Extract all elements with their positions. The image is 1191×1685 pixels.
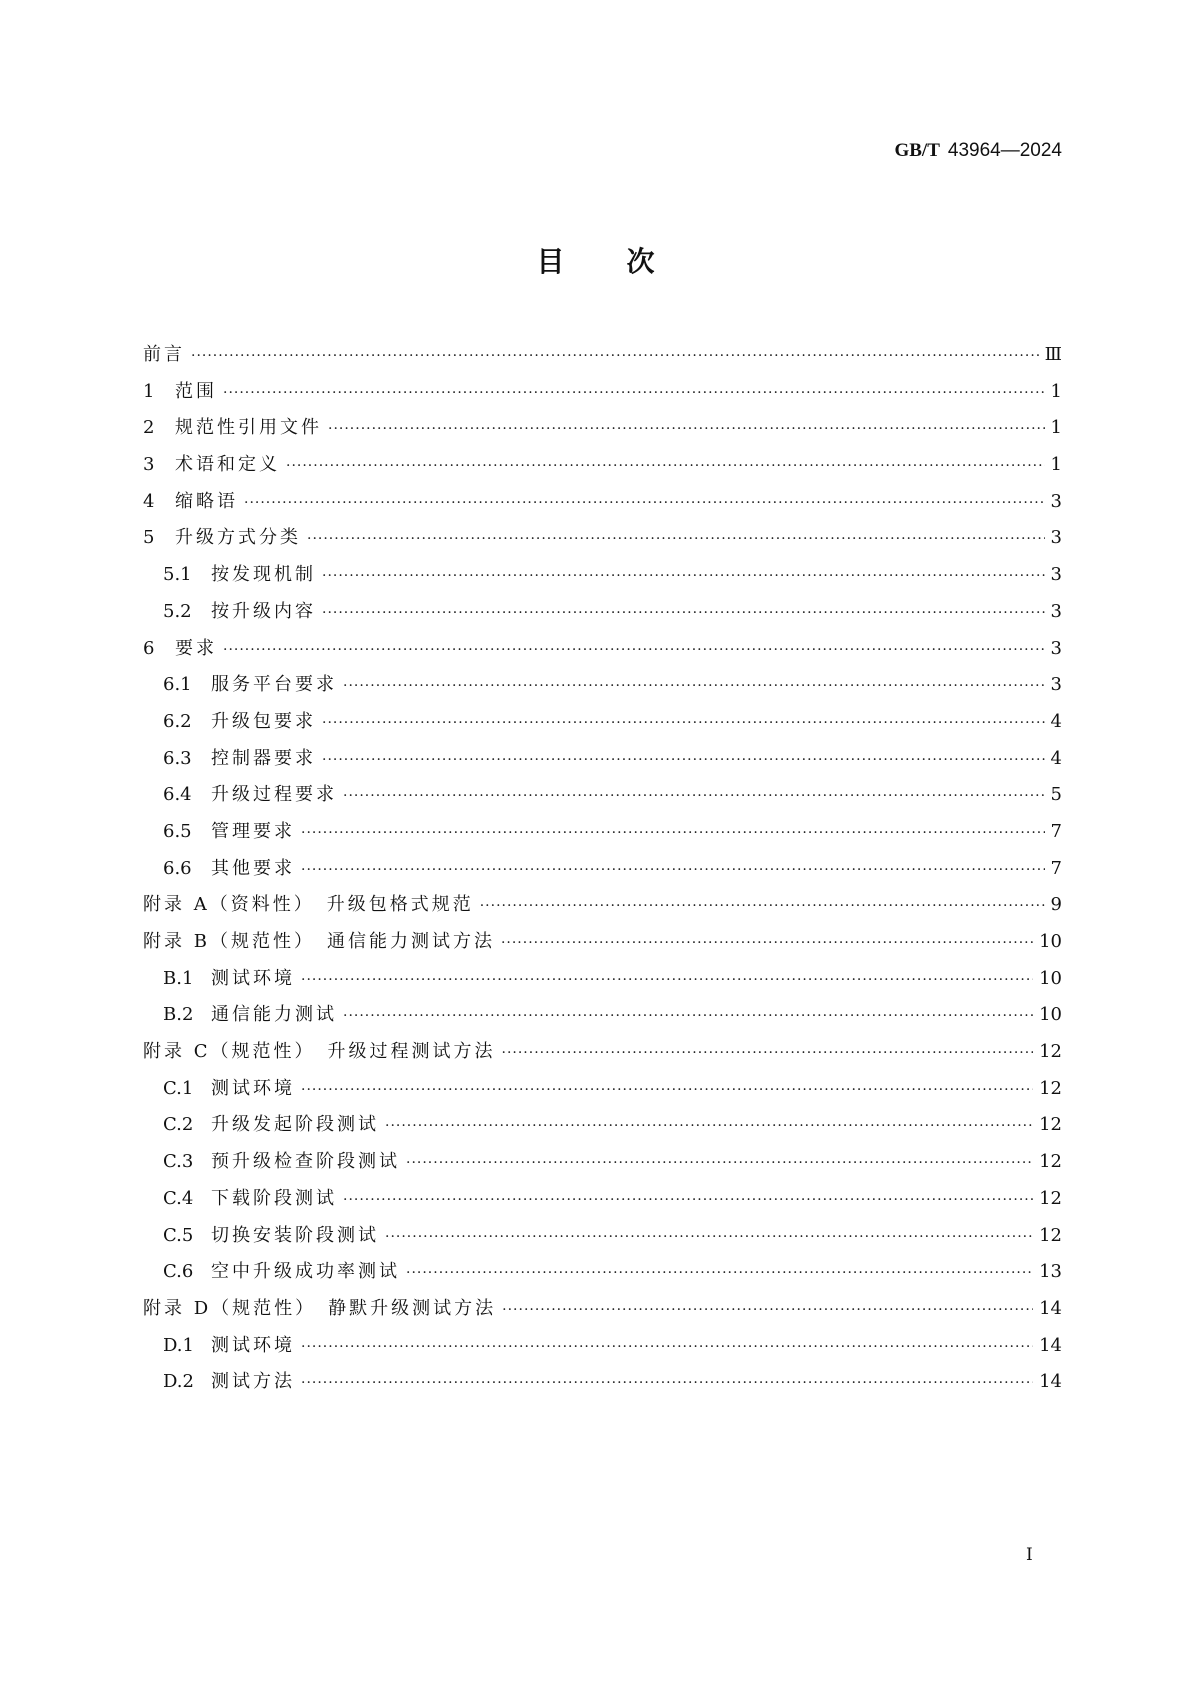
toc-entry-number: 6.1 xyxy=(163,674,192,696)
page-title: 目次 xyxy=(536,245,717,278)
toc-entry-page: 12 xyxy=(1039,1041,1062,1063)
leader-dots xyxy=(191,348,1039,364)
leader-dots xyxy=(480,898,1045,914)
toc-entry[interactable] xyxy=(143,340,1062,377)
toc-entry-page: 1 xyxy=(1050,454,1062,476)
toc-entry[interactable] xyxy=(143,377,1062,414)
toc-entry-title: 测试环境 xyxy=(211,1077,295,1099)
toc-entry-page: 10 xyxy=(1039,967,1062,989)
toc-entry-title: 升级发起阶段测试 xyxy=(211,1114,379,1136)
toc-entry-page: Ⅲ xyxy=(1044,344,1062,365)
toc-entry[interactable] xyxy=(143,487,1062,524)
leader-dots xyxy=(343,1192,1033,1208)
toc-entry-title: 预升级检查阶段测试 xyxy=(211,1151,400,1173)
toc-entry-number: 3 xyxy=(143,454,155,476)
toc-entry-number: 6.4 xyxy=(163,784,192,806)
toc-entry-page: 3 xyxy=(1050,490,1062,512)
leader-dots xyxy=(223,642,1045,658)
toc-entry[interactable] xyxy=(143,1074,1062,1111)
leader-dots xyxy=(244,495,1045,511)
leader-dots xyxy=(322,752,1045,768)
toc-entry[interactable] xyxy=(143,1037,1062,1074)
toc-entry-title: 范围 xyxy=(175,380,217,402)
toc-entry-page: 12 xyxy=(1039,1114,1062,1136)
toc-entry[interactable] xyxy=(143,780,1062,817)
leader-dots xyxy=(301,1082,1033,1098)
toc-entry[interactable] xyxy=(143,890,1062,927)
toc-entry[interactable] xyxy=(143,413,1062,450)
toc-entry-title: 缩略语 xyxy=(175,490,238,512)
toc-entry-page: 13 xyxy=(1039,1261,1062,1283)
toc-entry[interactable] xyxy=(143,1221,1062,1258)
leader-dots xyxy=(301,862,1045,878)
toc-entry-title: 附录 C（规范性） 升级过程测试方法 xyxy=(143,1041,496,1063)
leader-dots xyxy=(502,1302,1033,1318)
leader-dots xyxy=(343,1008,1033,1024)
toc-entry-page: 14 xyxy=(1039,1334,1062,1356)
toc-entry[interactable] xyxy=(143,817,1062,854)
toc-entry-title: 通信能力测试 xyxy=(211,1004,337,1026)
toc-entry-title: 术语和定义 xyxy=(175,454,280,476)
leader-dots xyxy=(307,531,1045,547)
toc-entry-title: 按发现机制 xyxy=(211,564,316,586)
toc-entry-number: B.2 xyxy=(163,1004,194,1026)
toc-entry-number: 6.2 xyxy=(163,710,192,732)
toc-entry-title: 附录 D（规范性） 静默升级测试方法 xyxy=(143,1297,497,1319)
toc-entry-page: 12 xyxy=(1039,1077,1062,1099)
toc-entry-number: C.4 xyxy=(163,1187,194,1209)
toc-entry-page: 10 xyxy=(1039,931,1062,952)
toc-entry[interactable] xyxy=(143,450,1062,487)
toc-entry-title: 服务平台要求 xyxy=(211,674,337,696)
toc-entry-page: 12 xyxy=(1039,1151,1062,1173)
toc-entry-page: 12 xyxy=(1039,1187,1062,1209)
toc-entry-title: 附录 B（规范性） 通信能力测试方法 xyxy=(143,931,495,952)
leader-dots xyxy=(301,825,1045,841)
toc-entry[interactable] xyxy=(143,744,1062,781)
standard-number-header xyxy=(894,140,1062,162)
toc-entry-page: 14 xyxy=(1039,1371,1062,1393)
toc-entry-page: 12 xyxy=(1039,1224,1062,1246)
leader-dots xyxy=(502,1045,1034,1061)
toc-entry[interactable] xyxy=(143,523,1062,560)
toc-entry-title: 附录 A（资料性） 升级包格式规范 xyxy=(143,894,474,916)
leader-dots xyxy=(406,1265,1033,1281)
toc-entry-page: 7 xyxy=(1050,857,1062,879)
page-number: I xyxy=(1026,1545,1033,1565)
toc-entry[interactable] xyxy=(143,1147,1062,1184)
leader-dots xyxy=(385,1118,1033,1134)
leader-dots xyxy=(301,1339,1033,1355)
toc-entry-page: 10 xyxy=(1039,1004,1062,1026)
toc-entry-number: C.1 xyxy=(163,1077,194,1099)
toc-entry-number: 2 xyxy=(143,417,155,439)
toc-entry-title: 空中升级成功率测试 xyxy=(211,1261,400,1283)
toc-entry-page: 4 xyxy=(1050,710,1062,732)
toc-entry[interactable] xyxy=(143,1294,1062,1331)
toc-entry-page: 4 xyxy=(1050,747,1062,769)
leader-dots xyxy=(343,788,1045,804)
toc-entry-title: 前言 xyxy=(143,344,185,365)
toc-entry-number: 1 xyxy=(143,380,155,402)
leader-dots xyxy=(286,458,1045,474)
leader-dots xyxy=(301,972,1033,988)
toc-entry-title: 规范性引用文件 xyxy=(175,417,322,439)
toc-entry-number: 5.2 xyxy=(163,600,192,622)
toc-entry-page: 7 xyxy=(1050,820,1062,842)
toc-entry-page: 3 xyxy=(1050,674,1062,696)
toc-entry-page: 3 xyxy=(1050,600,1062,622)
toc-entry-number: C.2 xyxy=(163,1114,194,1136)
toc-entry[interactable] xyxy=(143,1367,1062,1404)
toc-entry[interactable] xyxy=(143,1184,1062,1221)
leader-dots xyxy=(322,605,1045,621)
leader-dots xyxy=(328,421,1045,437)
toc-entry-title: 升级包要求 xyxy=(211,710,316,732)
table-of-contents xyxy=(143,340,1062,1404)
toc-entry-title: 测试环境 xyxy=(211,967,295,989)
leader-dots xyxy=(322,568,1045,584)
leader-dots xyxy=(301,1375,1033,1391)
toc-entry-number: 5 xyxy=(143,527,155,549)
toc-entry-title: 切换安装阶段测试 xyxy=(211,1224,379,1246)
toc-entry-page: 3 xyxy=(1050,527,1062,549)
toc-entry-title: 按升级内容 xyxy=(211,600,316,622)
toc-entry[interactable] xyxy=(143,854,1062,891)
leader-dots xyxy=(385,1229,1033,1245)
toc-entry-title: 管理要求 xyxy=(211,820,295,842)
toc-entry-title: 测试方法 xyxy=(211,1371,295,1393)
leader-dots xyxy=(501,935,1033,951)
toc-entry[interactable] xyxy=(143,964,1062,1001)
toc-entry-title: 控制器要求 xyxy=(211,747,316,769)
toc-entry-title: 升级过程要求 xyxy=(211,784,337,806)
toc-entry-title: 升级方式分类 xyxy=(175,527,301,549)
toc-entry-number: C.6 xyxy=(163,1261,194,1283)
toc-entry-page: 3 xyxy=(1050,564,1062,586)
toc-entry-number: 6 xyxy=(143,637,155,659)
toc-entry[interactable] xyxy=(143,927,1062,964)
toc-entry-number: D.2 xyxy=(163,1371,194,1393)
toc-entry[interactable] xyxy=(143,707,1062,744)
toc-entry[interactable] xyxy=(143,1257,1062,1294)
toc-entry-page: 1 xyxy=(1050,417,1062,439)
toc-entry[interactable] xyxy=(143,560,1062,597)
toc-entry-title: 要求 xyxy=(175,637,217,659)
leader-dots xyxy=(223,385,1045,401)
leader-dots xyxy=(322,715,1045,731)
toc-entry-number: D.1 xyxy=(163,1334,194,1356)
toc-entry-page: 5 xyxy=(1050,784,1062,806)
toc-entry-number: 4 xyxy=(143,490,155,512)
toc-entry-number: 6.6 xyxy=(163,857,192,879)
leader-dots xyxy=(406,1155,1033,1171)
toc-entry[interactable] xyxy=(143,670,1062,707)
toc-entry-number: 6.3 xyxy=(163,747,192,769)
toc-entry-page: 3 xyxy=(1050,637,1062,659)
toc-entry-number: 6.5 xyxy=(163,820,192,842)
toc-entry[interactable] xyxy=(143,597,1062,634)
toc-entry[interactable] xyxy=(143,634,1062,671)
toc-entry-page: 14 xyxy=(1039,1297,1062,1319)
toc-entry-number: 5.1 xyxy=(163,564,192,586)
toc-entry-page: 1 xyxy=(1050,380,1062,402)
toc-entry-title: 下载阶段测试 xyxy=(211,1187,337,1209)
standard-prefix: GB/T xyxy=(894,140,940,161)
toc-entry[interactable] xyxy=(143,1000,1062,1037)
leader-dots xyxy=(343,678,1045,694)
standard-number: 43964—2024 xyxy=(947,140,1062,161)
toc-entry-title: 其他要求 xyxy=(211,857,295,879)
toc-entry-page: 9 xyxy=(1050,894,1062,916)
toc-entry-number: C.5 xyxy=(163,1224,194,1246)
toc-entry-number: C.3 xyxy=(163,1151,194,1173)
toc-entry-title: 测试环境 xyxy=(211,1334,295,1356)
toc-entry[interactable] xyxy=(143,1110,1062,1147)
toc-entry-number: B.1 xyxy=(163,967,194,989)
toc-entry[interactable] xyxy=(143,1331,1062,1368)
